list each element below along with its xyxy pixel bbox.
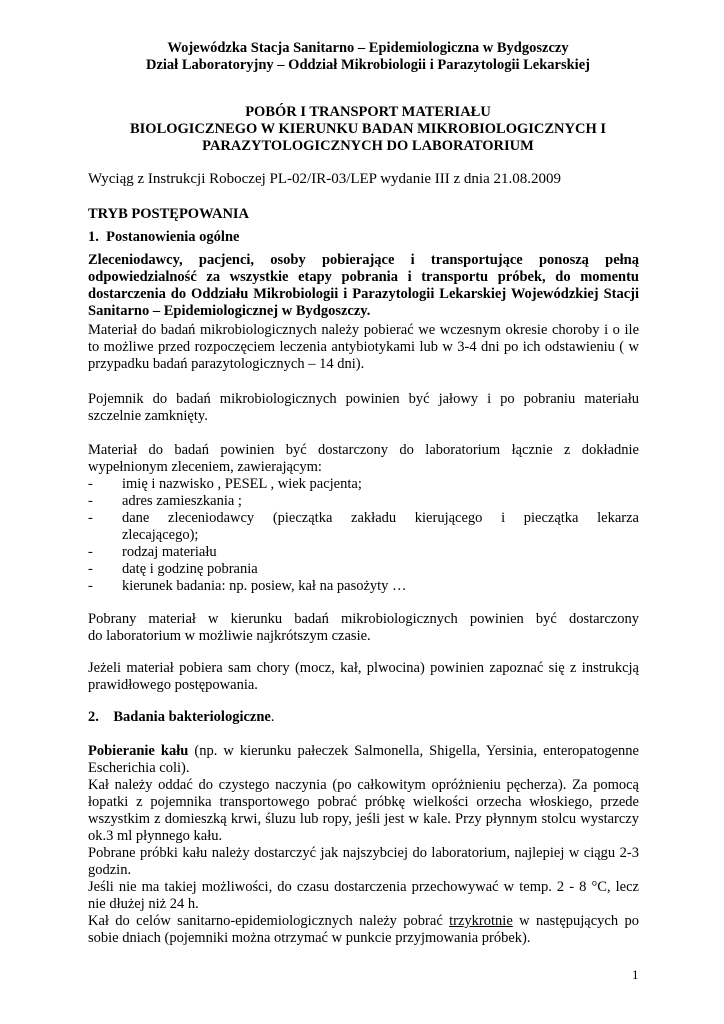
triple-sample-text-pre: Kał do celów sanitarno-epidemiologicznych należy pobrać — [88, 913, 450, 929]
excerpt-line — [88, 171, 648, 188]
triple-sample-text-post: w następujących po — [512, 913, 639, 929]
bold-line-3: dostarczenia do Oddziału Mikrobiologii i Parazytologii Lekarskiej Wojewódzkiej Stacji — [88, 286, 639, 302]
p4-line-1: Pobrany materiał w kierunku badań mikrobiologicznych powinien być dostarczony — [88, 611, 639, 627]
s2-line-5: wszystkim z domieszką krwi, śluzu lub ropy, jeśli jest w kale. Przy płynnym stolcu wystarczy — [88, 811, 639, 827]
document-page: Wojewódzka Stacja Sanitarno – Epidemiologiczna w Bydgoszczy Dział Laboratoryjny – Oddział Mikrobiologii i Parazytologii Lekarskiej POBÓR I TRANSPORT MATERIAŁU BIOLOGICZNEGO W KIERUNKU BADAN MIKROBIOLOGICZNYCH I PARAZYTOLOGICZNYCH DO LABORATORIUM Wyciąg z Instrukcji Roboczej PL-02/IR-03/LEP wydanie III z dnia 21.08.2009 TRYB POSTĘPOWANIA 1. Postanowienia ogólne Zleceniodawcy, pacjenci, osoby pobierające i transportujące ponoszą pełną odpowiedzialność za wszystkie etapy pobrania i transportu próbek, do momentu dostarczenia do Oddziału Mikrobiologii i Parazytologii Lekarskiej Wojewódzkiej Stacji Sanitarno – Epidemiologicznej w Bydgoszczy. Materiał do badań mikrobiologicznych należy pobierać we wczesnym okresie choroby i o ile to możliwe przed rozpoczęciem leczenia antybiotykami lub w 3-4 dni po ich odstawieniu ( w przypadku badań parazytologicznych – 14 dni). Pojemnik do badań mikrobiologicznych powinien być jałowy i po pobraniu materiału szczelnie zamknięty. Materiał do badań powinien być dostarczony do laboratorium łącznie z dokładnie wypełnionym zleceniem, zawierającym: - imię i nazwisko , PESEL , wiek pacjenta; - adres zamieszkania ; - dane zleceniodawcy (pieczątka zakładu kierującego i pieczątka lekarza zlecającego); - rodzaj materiału - datę i godzinę pobrania - kierunek badania: np. posiew, kał na pasożyty … Pobrany materiał w kierunku badań mikrobiologicznych powinien być dostarczony do laboratorium w możliwie najkrótszym czasie. Jeżeli materiał pobiera sam chory (mocz, kał, plwocina) powinien zapoznać się z instrukcją prawidłowego postępowania. 2. Badania bakteriologiczne. Pobieranie kału (np. w kierunku pałeczek Salmonella, Shigella, Yersinia, enteropatogenne Escherichia coli). Kał należy oddać do czystego naczynia (po całkowitym opróżnieniu pęcherza). Za pomocą łopatki z pojemnika transportowego pobrać próbkę wielkości orzecha włoskiego, przede wszystkim z domieszką krwi, śluzu lub ropy, jeśli jest w kale. Przy płynnym stolcu wystarczy ok.3 ml płynnego kału. Pobrane próbki kału należy dostarczyć jak najszybciej do laboratorium, najlepiej w ciągu 2-3 godzin. Jeśli nie ma takiej możliwości, do czasu dostarczenia przechowywać w temp. 2 - 8 °C, lecz nie dłużej niż 24 h. Kał do celów sanitarno-epidemiologicznych należy pobrać trzykrotnie w następujących po sobie dniach (pojemniki można otrzymać w punkcie przyjmowania próbek). 1 — [0, 0, 724, 1024]
s2-line-3: Kał należy oddać do czystego naczynia (po całkowitym opróżnieniu pęcherza). Za pomocą — [88, 777, 639, 793]
title-line-1: POBÓR I TRANSPORT MATERIAŁU — [245, 104, 491, 120]
list-item-text: kierunek badania: np. posiew, kał na pasożyty … — [122, 578, 407, 594]
paragraph-sampling-time — [88, 322, 639, 373]
section-1-heading: 1. Postanowienia ogólne — [88, 229, 240, 245]
procedure-heading: TRYB POSTĘPOWANIA — [88, 206, 250, 222]
section-2-heading-text: 2. Badania bakteriologiczne — [88, 709, 271, 725]
s2-line-7: Pobrane próbki kału należy dostarczyć jak najszybciej do laboratorium, najlepiej w ciągu 2-3 — [88, 845, 639, 861]
header-line-2: Dział Laboratoryjny – Oddział Mikrobiologii i Parazytologii Lekarskiej — [146, 57, 590, 73]
list-item-text: imię i nazwisko , PESEL , wiek pacjenta; — [122, 476, 362, 492]
stool-collection-text: (np. w kierunku pałeczek Salmonella, Shigella, Yersinia, enteropatogenne — [188, 743, 639, 759]
stool-collection-label: Pobieranie kału — [88, 743, 189, 759]
list-item-continuation — [122, 527, 198, 544]
p1-line-1: Materiał do badań mikrobiologicznych należy pobierać we wczesnym okresie choroby i o ile — [88, 322, 639, 338]
p3-line-2: wypełnionym zleceniem, zawierającym: — [88, 459, 322, 475]
section-2-heading — [88, 709, 275, 726]
excerpt-text: Wyciąg z Instrukcji Roboczej PL-02/IR-03/LEP wydanie III z dnia 21.08.2009 — [88, 171, 562, 187]
p5-line-2: prawidłowego postępowania. — [88, 677, 258, 693]
section-2-heading-dot: . — [270, 709, 275, 725]
paragraph-delivery — [88, 611, 639, 645]
header — [88, 40, 648, 74]
p5-line-1: Jeżeli materiał pobiera sam chory (mocz, kał, plwocina) powinien zapoznać się z instrukcją — [88, 660, 639, 676]
paragraph-container — [88, 391, 639, 425]
p1-line-2: to możliwe przed rozpoczęciem leczenia antybiotykami lub w 3-4 dni po ich odstawieniu ( w — [88, 339, 639, 355]
list-item-text: zlecającego); — [122, 527, 199, 543]
s2-line-2: Escherichia coli). — [88, 760, 190, 776]
header-line-1: Wojewódzka Stacja Sanitarno – Epidemiologiczna w Bydgoszczy — [167, 40, 569, 56]
s2-line-9: Jeśli nie ma takiej możliwości, do czasu dostarczenia przechowywać w temp. 2 - 8 °C, lecz — [88, 879, 639, 895]
s2-line-10: nie dłużej niż 24 h. — [88, 896, 199, 912]
list-item-text: adres zamieszkania ; — [122, 493, 242, 509]
triple-sample-emphasis: trzykrotnie — [449, 913, 513, 929]
p2-line-1: Pojemnik do badań mikrobiologicznych powinien być jałowy i po pobraniu materiału — [88, 391, 639, 407]
responsibility-paragraph — [88, 252, 639, 320]
s2-line-11 — [88, 913, 639, 930]
p4-line-2: do laboratorium w możliwie najkrótszym czasie. — [88, 628, 371, 644]
s2-line-1 — [88, 743, 639, 760]
bold-line-4: Sanitarno – Epidemiologicznej w Bydgoszczy. — [88, 303, 371, 319]
list-item-text: dane zleceniodawcy (pieczątka zakładu kierującego i pieczątka lekarza — [122, 510, 639, 526]
s2-line-4: łopatki z pojemnika transportowego pobrać próbkę wielkości orzecha włoskiego, przede — [88, 794, 639, 810]
title-line-2: BIOLOGICZNEGO W KIERUNKU BADAN MIKROBIOLOGICZNYCH I — [129, 121, 607, 137]
p1-line-3: przypadku badań parazytologicznych – 14 dni). — [88, 356, 365, 372]
list-item-text: datę i godzinę pobrania — [122, 561, 258, 577]
s2-line-12: sobie dniach (pojemniki można otrzymać w punkcie przyjmowania próbek). — [88, 930, 531, 946]
paragraph-self-collection — [88, 660, 639, 694]
stool-collection-paragraph — [88, 743, 639, 947]
s2-line-8: godzin. — [88, 862, 132, 878]
page-number: 1 — [632, 967, 639, 982]
p3-line-1: Materiał do badań powinien być dostarczony do laboratorium łącznie z dokładnie — [88, 442, 639, 458]
bold-line-2: odpowiedzialność za wszystkie etapy pobrania i transportu próbek, do momentu — [88, 269, 639, 285]
list-item-text: rodzaj materiału — [122, 544, 217, 560]
title-line-3: PARAZYTOLOGICZNYCH DO LABORATORIUM — [202, 138, 534, 154]
p2-line-2: szczelnie zamknięty. — [88, 408, 208, 424]
bold-line-1: Zleceniodawcy, pacjenci, osoby pobierające i transportujące ponoszą pełną — [88, 252, 639, 268]
document-title — [88, 104, 648, 155]
paragraph-order-form — [88, 442, 639, 476]
s2-line-6: ok.3 ml płynnego kału. — [88, 828, 223, 844]
